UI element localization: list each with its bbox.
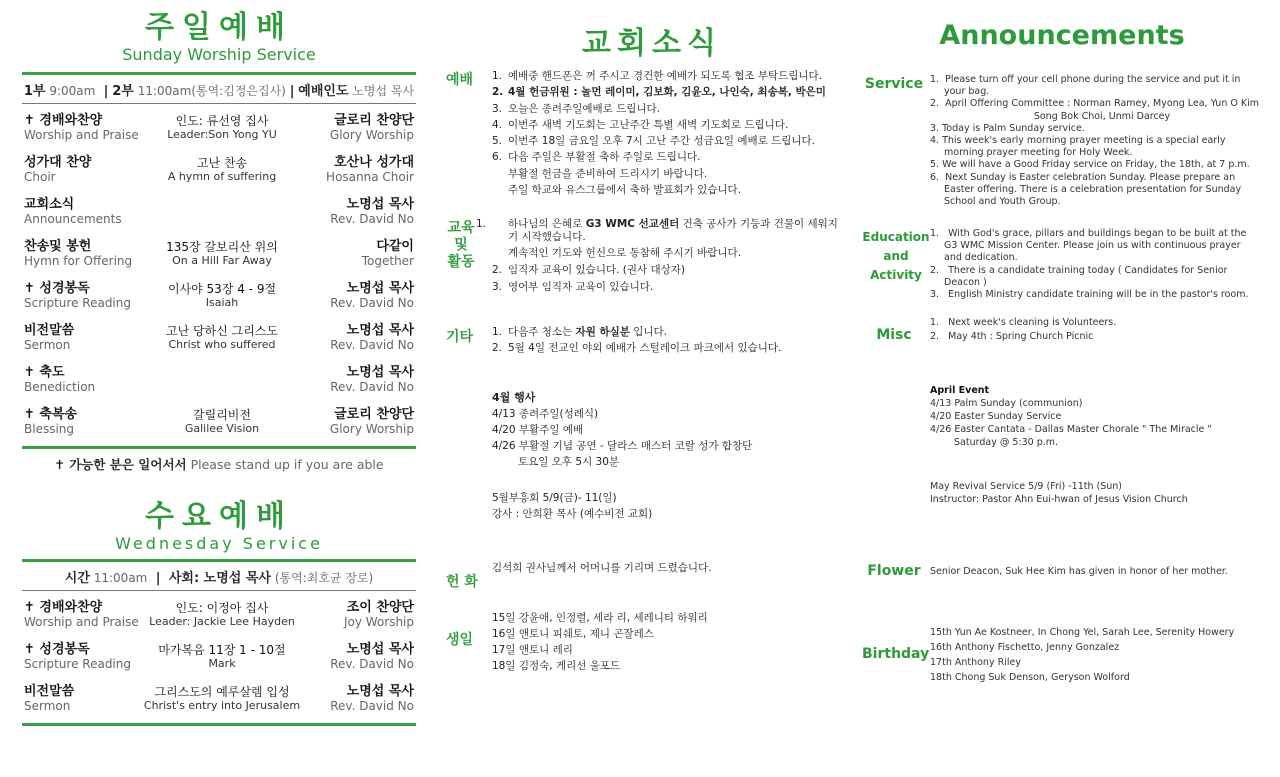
april-events-title: 4월 행사 [492,391,536,404]
list-item: 15th Yun Ae Kostneer, In Chong Yel, Sarah Lee, Serenity Howery [930,627,1235,638]
birthday-label: 생일 [446,632,474,648]
sunday-order-list [22,110,416,446]
worship-news-list [492,68,842,198]
order-item-en: Sermon [24,699,71,713]
order-item-ko: 비전말씀 [24,323,75,338]
order-leader [284,601,414,629]
order-item-en: Choir [24,170,56,184]
list-item: 6. 다음 주일은 부활절 축하 주일로 드립니다. 부활절 헌금을 준비하여 드리시기 바랍니다. 주일 학교와 유스그룹에서 축하 발표회가 있습니다. [492,151,742,197]
order-item-en: Benediction [24,380,96,394]
order-leader-en: Glory Worship [329,128,414,142]
event-item: 4/20 Easter Sunday Service [930,411,1062,422]
list-item: 2. 5월 4일 전교인 야외 예배가 스털레이크 파크에서 있습니다. [492,342,782,355]
order-leader-ko: 노명섭 목사 [346,365,414,380]
order-leader [284,408,414,436]
leader-label: 예배인도 [298,84,349,99]
order-leader [284,282,414,310]
order-row [22,639,416,681]
order-detail-en: A hymn of suffering [167,170,277,183]
event-item: 4/13 종려주일(성례식) [492,408,599,420]
order-leader [284,156,414,184]
order-item-ko: ✝ 경배와찬양 [24,113,103,128]
event-item: Saturday @ 5:30 p.m. [954,437,1059,448]
order-detail [142,240,302,268]
order-item-en: Scripture Reading [24,296,131,310]
order-detail [142,114,302,142]
service-list [930,74,1260,208]
order-leader-en: Joy Worship [343,615,414,629]
list-item: 6. Next Sunday is Easter celebration Sunday. Please prepare an Easter offering. There is a celebration presentation for Sunday School and Youth Group. [930,171,1242,208]
event-item: 토요일 오후 5시 30분 [518,456,620,468]
order-leader-en: Rev. David No [330,212,414,226]
order-row [22,110,416,152]
order-detail-en: Christ's entry into Jerusalem [143,699,301,712]
time-label: 시간 [64,571,90,586]
list-item: 17일 앤토니 레리 [492,644,573,656]
order-leader [284,324,414,352]
order-detail-ko: 이사야 53장 4 - 9절 [167,282,277,296]
misc-label: 기타 [446,329,474,345]
order-detail-ko: 고난 찬송 [196,156,248,170]
order-leader-ko: 다같이 [376,239,414,254]
order-detail [142,408,302,436]
misc-label: Misc [876,327,912,343]
order-row [22,362,416,404]
birthday-list [930,625,1260,685]
order-detail-ko: 고난 당하신 그리스도 [166,324,278,338]
sunday-meta: 1부 9:00am | 2부 11:00am(통역:김정은집사) | 예배인도 노명섭 목사 [23,84,415,99]
order-item-en: Sermon [24,338,71,352]
list-item: 16th Anthony Fischetto, Jenny Gonzalez [930,642,1120,653]
event-item: 4/20 부활주일 예배 [492,424,584,436]
order-row [22,404,416,446]
order-item-ko: ✝ 성경봉독 [24,281,90,296]
list-item: 15일 강윤애, 인정렬, 세라 리, 세레니티 하워리 [492,612,708,624]
flower-text: Senior Deacon, Suk Hee Kim has given in honor of her mother. [930,566,1228,577]
order-detail [142,685,302,713]
order-leader-en: Together [361,254,414,268]
education-list [930,228,1260,301]
order-leader-ko: 노명섭 목사 [346,197,414,212]
list-item: 2. 임직자 교육이 있습니다. (권사 대상자) [492,264,686,276]
order-leader-ko: 노명섭 목사 [346,281,414,296]
order-leader [284,198,414,226]
order-item-ko: 교회소식 [24,197,75,212]
list-item: 3. 영어부 임직자 교육이 있습니다. [492,281,654,293]
order-item-ko: ✝ 축도 [24,365,65,380]
order-detail-ko: 인도: 이정아 집사 [175,601,269,615]
order-detail-ko: 135장 갈보리산 위의 [166,240,278,254]
order-leader-ko: 조이 찬양단 [346,600,414,615]
host-label: 사회: 노명섭 목사 [168,571,271,586]
list-item: 5. We will have a Good Friday service on Friday, the 18th, at 7 p.m. [930,159,1250,171]
worship-label: 예배 [446,72,474,88]
order-detail-en: Mark [208,657,236,670]
birthday-list [492,610,832,674]
church-news-column [440,0,840,777]
announcements-title: Announcements [939,20,1185,51]
event-item: 4/26 부활절 기념 공연 - 달라스 매스터 코랄 성가 합창단 [492,440,753,452]
leader-name: 노명섭 목사 [352,84,415,98]
list-item: 1. 예배중 핸드폰은 꺼 주시고 경건한 예배가 되도록 협조 부탁드립니다. [492,70,823,82]
order-item [24,198,174,226]
order-detail-en: Isaiah [205,296,239,309]
order-row [22,194,416,236]
order-item-ko: ✝ 경배와찬양 [24,600,103,615]
order-row [22,320,416,362]
stand-note-en: Please stand up if you are able [190,457,384,472]
order-leader [284,240,414,268]
order-leader-en: Hosanna Choir [326,170,414,184]
order-detail-ko: 마가복음 11장 1 - 10절 [158,643,286,657]
list-item: 3. Today is Palm Sunday service. [930,122,1085,134]
order-detail [142,282,302,310]
revival-info [930,480,1260,506]
service1-label: 1부 [23,84,46,99]
order-detail-en: Christ who suffered [168,338,276,351]
order-leader-ko: 호산나 성가대 [334,155,414,170]
list-item: 3. 오늘은 종려주일예배로 드립니다. [492,102,661,115]
order-leader-en: Rev. David No [330,699,414,713]
flower-label: 헌 화 [446,574,478,590]
order-detail [142,324,302,352]
service1-time: 9:00am [49,84,96,98]
misc-news-list [492,324,842,357]
event-item: 4/26 Easter Cantata - Dallas Master Chorale " The Miracle " [930,424,1212,435]
order-leader-ko: 노명섭 목사 [346,323,414,338]
order-leader-en: Glory Worship [329,422,414,436]
order-item-ko: ✝ 축복송 [24,407,78,422]
order-leader [284,366,414,394]
education-label: Education and Activity [862,230,930,282]
sunday-title: 주일예배 [145,10,293,45]
revival-dates: 5월부흥회 5/9(금)- 11(일) [492,492,617,504]
education-label: 교육 및 활동 [447,220,475,270]
april-events-title: April Event [930,385,990,396]
order-row [22,152,416,194]
education-news-list [476,218,842,294]
order-item-en: Worship and Praise [24,128,139,142]
list-item: 5. 이번주 18일 금요일 오후 7시 고난 주간 성금요일 예배로 드립니다. [492,135,815,148]
wednesday-subtitle: Wednesday Service [115,534,323,553]
divider [22,723,416,726]
revival-info [492,490,832,522]
list-item: 1. Next week's cleaning is Volunteers. [930,317,1117,328]
misc-list [930,316,1260,344]
order-row [22,597,416,639]
order-leader-ko: 노명섭 목사 [346,684,414,699]
stand-note-ko: ✝ 가능한 분은 일어서서 [54,457,187,472]
list-item: 3. English Ministry candidate training will be in the pastor's room. [930,289,1249,301]
list-item: 18th Chong Suk Denson, Geryson Wolford [930,672,1130,683]
list-item: 18일 김정숙, 게리선 울포드 [492,660,621,672]
wednesday-order-list [22,597,416,723]
order-leader-en: Rev. David No [330,657,414,671]
event-item: 4/13 Palm Sunday (communion) [930,398,1083,409]
order-leader-ko: 노명섭 목사 [346,642,414,657]
sunday-subtitle: Sunday Worship Service [122,45,316,64]
order-item [24,366,174,394]
service2-label: 2부 [112,84,134,99]
order-item-ko: 찬송및 봉헌 [24,239,92,254]
list-item: 1. 다음주 청소는 자원 하실분 입니다. [492,326,668,338]
order-leader-ko: 글로리 찬양단 [334,407,414,422]
wednesday-title: 수요예배 [145,499,293,534]
list-item: 2. May 4th : Spring Church Picnic [930,331,1094,342]
order-detail-en: Leader:Son Yong YU [167,128,277,141]
service2-time: 11:00am(통역:김정은집사) [137,84,286,98]
revival-speaker: Instructor: Pastor Ahn Eui-hwan of Jesus Vision Church [930,494,1188,505]
order-item-ko: ✝ 성경봉독 [24,642,90,657]
order-detail-ko: 인도: 류선영 집사 [175,114,269,128]
list-item: 1. 하나님의 은혜로 G3 WMC 선교센터 건축 공사가 기둥과 건물이 세워지기 시작했습니다. [476,218,838,243]
flower-label: Flower [867,563,921,579]
time-value: 11:00am [93,571,148,585]
order-row [22,681,416,723]
order-detail-en: Galilee Vision [184,422,260,435]
list-item: 17th Anthony Riley [930,657,1021,668]
list-item: 1. Please turn off your cell phone during the service and put it in your bag. [930,74,1241,98]
april-events [492,390,832,470]
list-item: 2. 4월 헌금위원 : 놀먼 레이미, 김보화, 김윤오, 나인숙, 최송복, 박은미 [492,86,826,99]
order-row [22,278,416,320]
order-item-ko: 비전말씀 [24,684,75,699]
list-item: 2. There is a candidate training today ( Candidates for Senior Deacon ) [930,264,1228,288]
order-leader [284,685,414,713]
flower-text: 김석희 권사님께서 어머니를 기리며 드렸습니다. [492,562,712,574]
order-leader [284,643,414,671]
order-detail [142,601,302,629]
news-title: 교회소식 [582,26,722,61]
service-label: Service [864,76,924,92]
order-leader-en: Rev. David No [330,338,414,352]
order-leader-en: Rev. David No [330,380,414,394]
revival-speaker: 강사 : 안희환 목사 (예수비전 교회) [492,508,653,520]
order-item-en: Announcements [24,212,122,226]
order-detail-en: Leader: Jackie Lee Hayden [149,615,295,628]
order-leader-en: Rev. David No [330,296,414,310]
order-detail-ko: 그리스도의 예루살렘 입성 [154,685,290,699]
list-item: 16일 앤토니 피쉐토, 제니 곤잘레스 [492,628,654,640]
order-leader [284,114,414,142]
order-detail-en: On a Hill Far Away [172,254,272,267]
host-extra: (통역:최호균 장로) [274,571,374,585]
order-item-en: Worship and Praise [24,615,139,629]
list-item: 계속적인 기도와 헌신으로 동참해 주시기 바랍니다. [508,247,742,259]
order-item-en: Hymn for Offering [24,254,133,268]
list-item: 4. This week's early morning prayer meeting is a special early morning prayer meeting for Holy Week. [930,135,1226,159]
order-row [22,236,416,278]
list-item: 4. 이번주 새벽 기도회는 고난주간 특별 새벽 기도회로 드립니다. [492,118,789,131]
announcements-column [862,0,1262,777]
order-detail [142,156,302,184]
list-item: 2. April Offering Committee : Norman Ramey, Myong Lea, Yun O Kim Song Bok Choi, Unmi Darcey [930,98,1259,122]
order-item-en: Blessing [24,422,75,436]
order-item-ko: 성가대 찬양 [24,155,92,170]
list-item: 1. With God's grace, pillars and buildings began to be built at the G3 WMC Mission Center. Please join us with continuous prayer and dedication. [930,228,1247,264]
order-detail-ko: 갈릴리비전 [193,408,251,422]
april-events [930,384,1260,449]
order-detail [142,643,302,671]
order-item-en: Scripture Reading [24,657,131,671]
order-leader-ko: 글로리 찬양단 [334,113,414,128]
birthday-label: Birthday [862,646,930,662]
wednesday-meta: 시간 11:00am | 사회: 노명섭 목사 (통역:최호균 장로) [64,571,374,586]
stand-note [22,449,416,473]
worship-order-column [22,0,416,726]
revival-dates: May Revival Service 5/9 (Fri) -11th (Sun) [930,481,1122,492]
